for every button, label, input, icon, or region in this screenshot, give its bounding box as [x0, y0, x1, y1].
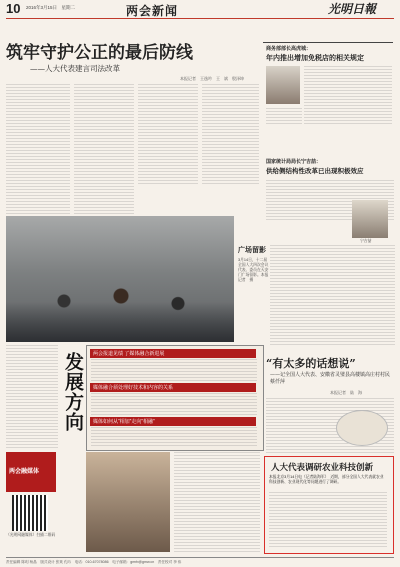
lead-body-col2: [74, 84, 134, 219]
lead-body-col3: [138, 84, 198, 184]
page-number: 10: [6, 1, 21, 16]
panel-title-1: 两会报道见绩 了媒体融合新进展: [90, 349, 256, 358]
vertical-title: 发展方向: [62, 352, 84, 432]
boxed-story: [264, 456, 394, 554]
header-rule: [6, 18, 394, 19]
quote-byline: 本报记者 陆 海: [330, 390, 362, 395]
right-headline: 年内推出增加免税店的相关规定: [266, 53, 364, 62]
panel-body-1: [91, 359, 257, 381]
boxed-lead: 本报北京3月14日电（记者陆海军） 近期，部分全国人大代表就农业科技创新、农业现代化等问题进行了调研。: [269, 475, 384, 484]
right-headline2: 供给侧结构性改革已出现积极效应: [266, 167, 364, 175]
section-title: 两会新闻: [126, 4, 179, 18]
boxed-headline: 人大代表调研农业科技创新: [271, 463, 374, 473]
right-body1: [304, 66, 392, 126]
media-body: [174, 452, 260, 552]
left-column-body: [6, 345, 58, 450]
qr-caption: （光明网融媒体）扫描二维码: [6, 533, 56, 537]
newspaper-masthead: 光明日報: [328, 2, 377, 16]
lead-body-col4: [202, 84, 259, 184]
right-rule: [263, 42, 393, 43]
portrait-photo-2: [352, 200, 388, 238]
issue-date: 2016年3月15日 星期二: [26, 5, 76, 10]
portrait-photo: [266, 66, 300, 104]
right-kicker: 商务部部长高虎城：: [266, 46, 312, 52]
left-logo-box: [6, 452, 56, 492]
right-kicker2: 国家统计局局长宁吉喆：: [266, 159, 322, 165]
right-body1b: [266, 108, 302, 126]
boxed-body: [269, 492, 387, 548]
qr-code: [12, 495, 48, 531]
lead-subhead: ——人大代表建言司法改革: [30, 64, 120, 73]
portrait-caption: 宁吉喆: [360, 239, 372, 243]
square-caption: 3月14日，十二届全国人大四次会议代表、委员在天安门广场留影。本报记者 摄: [238, 258, 269, 282]
lead-byline: 本报记者 王逸吟 王 斌 殷泽坤: [180, 76, 244, 81]
panel-title-2: 媒体融合须处理好技术和内容的关系: [90, 383, 256, 392]
panel-body-3: [91, 427, 257, 447]
square-photo: [6, 216, 234, 342]
page-footer: 责任编辑 陈玥 杨晶 版式设计 张爽 孔吟 电话：010-67078086 电子邮箱：gmrb@gmw.cn 责任校对 李 伟: [6, 557, 394, 565]
reporter-photo: [86, 452, 170, 552]
panel-body-2: [91, 393, 257, 415]
story-emblem: [336, 410, 388, 446]
quote-headline: “有太多的话想说”: [266, 357, 356, 370]
lead-body-col1: [6, 84, 70, 219]
media-panel: [86, 345, 264, 451]
right-mid-body: [270, 245, 395, 345]
panel-title-3: 媒体如何从“相加”走向“相融”: [90, 417, 256, 426]
square-title: 广场留影: [238, 245, 266, 254]
quote-subhead: ——记全国人大代表、安徽省灵璧县高楼镇高庄村村民蔡仟萍: [270, 372, 391, 385]
lead-headline: 筑牢守护公正的最后防线: [6, 43, 193, 63]
left-logo-text: 两会融媒体: [9, 468, 40, 475]
